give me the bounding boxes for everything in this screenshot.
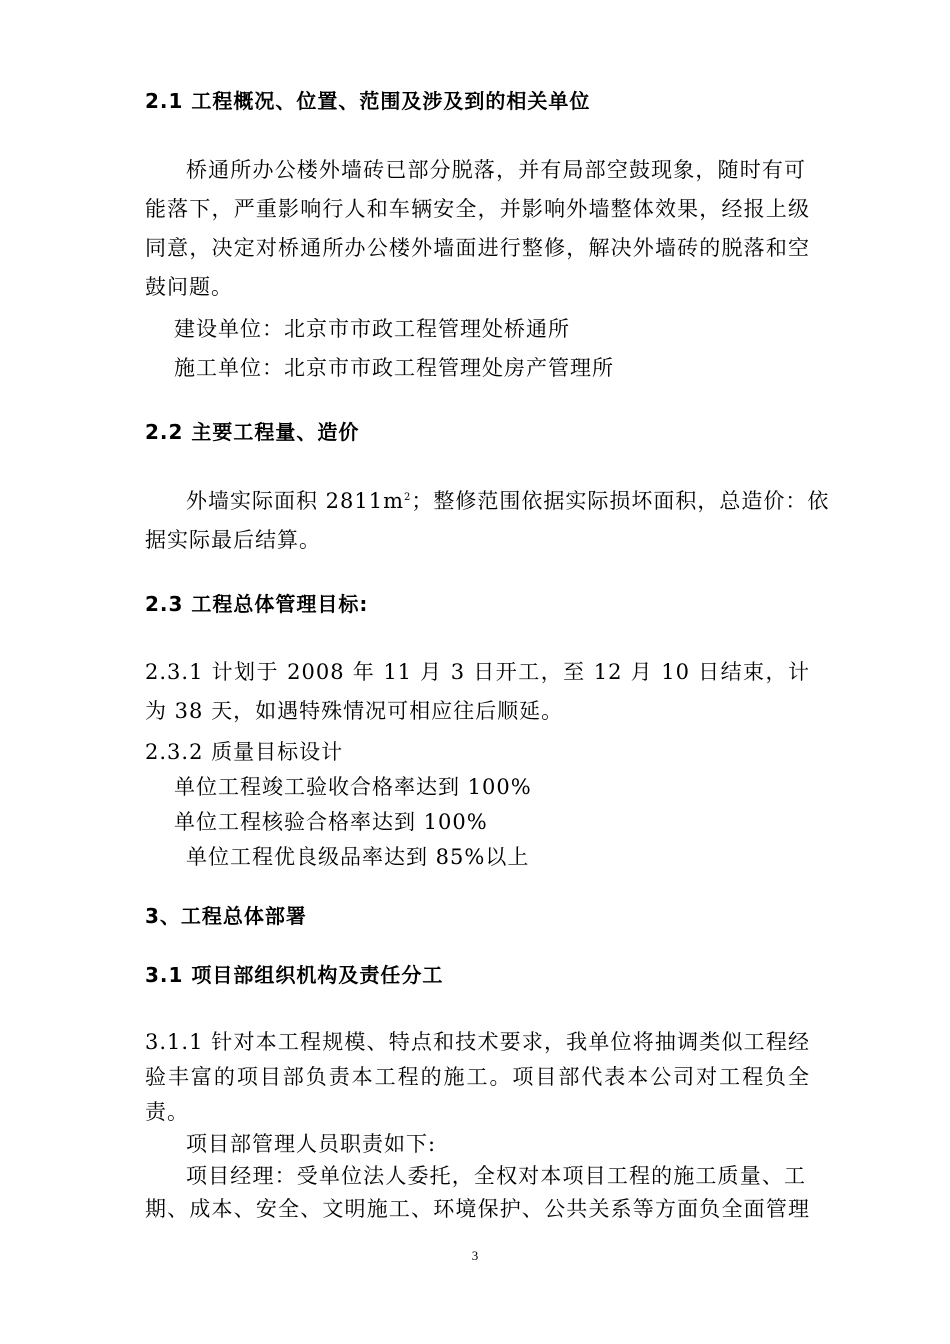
- area-text: 外墙实际面积 2811m: [186, 489, 405, 513]
- section-2-2-paragraph-line-1: [186, 488, 830, 514]
- section-3-1-1-line-2: 验丰富的项目部负责本工程的施工。项目部代表本公司对工程负全: [145, 1065, 810, 1089]
- section-2-1-paragraph-line-2: 能落下，严重影响行人和车辆安全，并影响外墙整体效果，经报上级: [145, 197, 810, 221]
- quality-target-item: 单位工程优良级品率达到 85%以上: [186, 845, 530, 869]
- quality-target-item: 单位工程核验合格率达到 100%: [174, 810, 488, 834]
- section-3-1-1-line-3: 责。: [145, 1100, 189, 1124]
- section-2-1-heading: 2.1 工程概况、位置、范围及涉及到的相关单位: [145, 89, 591, 113]
- page-number: 3: [471, 1248, 479, 1263]
- section-2-1-paragraph-line-4: 鼓问题。: [145, 275, 233, 299]
- section-2-3-2-heading: 2.3.2 质量目标设计: [145, 740, 344, 764]
- project-manager-line-2: 期、成本、安全、文明施工、环境保护、公共关系等方面负全面管理: [145, 1197, 810, 1221]
- section-3-1-1-line-1: 3.1.1 针对本工程规模、特点和技术要求，我单位将抽调类似工程经: [145, 1030, 810, 1054]
- builder-unit: 建设单位：北京市市政工程管理处桥通所: [174, 317, 570, 341]
- section-2-3-heading: 2.3 工程总体管理目标:: [145, 592, 369, 616]
- quality-target-item: 单位工程竣工验收合格率达到 100%: [174, 775, 532, 799]
- section-3-1-heading: 3.1 项目部组织机构及责任分工: [145, 963, 444, 987]
- area-unit-superscript: 2: [404, 492, 412, 503]
- section-2-2-paragraph-line-2: 据实际最后结算。: [145, 528, 321, 552]
- project-manager-line-1: 项目经理：受单位法人委托，全权对本项目工程的施工质量、工: [186, 1164, 806, 1188]
- section-2-1-paragraph-line-3: 同意，决定对桥通所办公楼外墙面进行整修，解决外墙砖的脱落和空: [145, 236, 810, 260]
- contractor-unit: 施工单位：北京市市政工程管理处房产管理所: [174, 356, 614, 380]
- section-3-heading: 3、工程总体部署: [145, 904, 307, 928]
- section-2-1-paragraph-line-1: 桥通所办公楼外墙砖已部分脱落，并有局部空鼓现象，随时有可: [186, 158, 806, 182]
- section-2-3-1-line-2: 为 38 天，如遇特殊情况可相应往后顺延。: [145, 699, 564, 723]
- section-2-3-1-line-1: 2.3.1 计划于 2008 年 11 月 3 日开工，至 12 月 10 日结束，计: [145, 660, 810, 684]
- area-text-continued: ；整修范围依据实际损坏面积，总造价：依: [411, 489, 830, 513]
- duties-intro: 项目部管理人员职责如下:: [186, 1132, 437, 1156]
- section-2-2-heading: 2.2 主要工程量、造价: [145, 420, 360, 444]
